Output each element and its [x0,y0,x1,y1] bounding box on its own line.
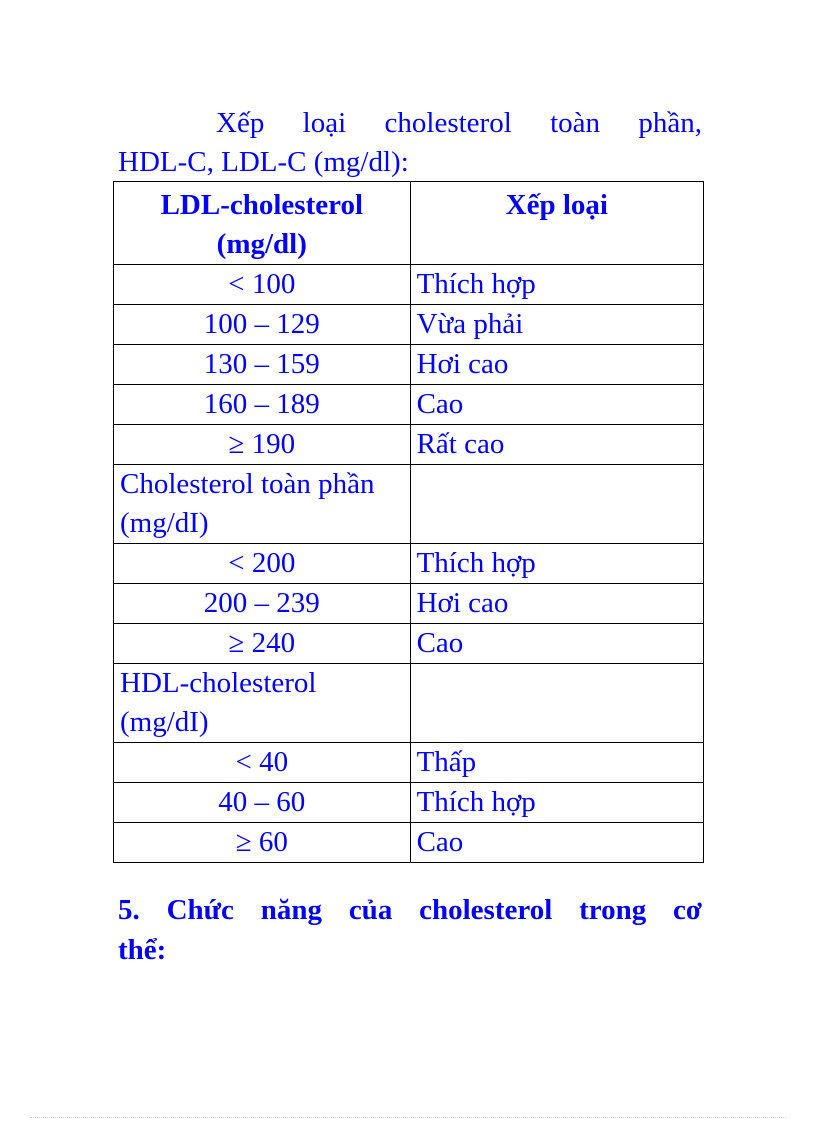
table-row [114,624,704,664]
table-row [114,345,704,385]
section-word: của [348,894,393,926]
table-row [114,823,704,863]
grade-cell: Thích hợp [410,265,703,305]
range-cell: ≥ 190 [114,425,411,465]
empty-cell [410,465,703,544]
section-heading-line-1 [118,890,702,930]
section-heading [118,890,702,970]
section-word: Chức [166,894,234,926]
section-heading-line-2: thể: [118,934,167,966]
grade-cell: Cao [410,624,703,664]
range-cell: 130 – 159 [114,345,411,385]
table-row [114,743,704,783]
range-cell: ≥ 240 [114,624,411,664]
table-header-row [114,182,704,265]
grade-cell: Thích hợp [410,544,703,584]
table-row [114,265,704,305]
intro-line-1 [118,104,702,143]
grade-cell: Rất cao [410,425,703,465]
range-cell: < 100 [114,265,411,305]
section-word: cơ [673,894,702,926]
table-row [114,584,704,624]
grade-cell: Vừa phải [410,305,703,345]
range-cell: 40 – 60 [114,783,411,823]
grade-cell: Cao [410,823,703,863]
intro-paragraph [118,104,702,182]
group-heading-hdl-cholesterol: HDL-cholesterol (mg/dI) [114,664,411,743]
intro-word: toàn [550,107,601,139]
range-cell: ≥ 60 [114,823,411,863]
intro-word: phần, [638,107,702,139]
section-word: 5. [118,894,140,926]
grade-cell: Cao [410,385,703,425]
range-cell: 100 – 129 [114,305,411,345]
range-cell: 200 – 239 [114,584,411,624]
grade-cell: Hơi cao [410,345,703,385]
grade-cell: Thấp [410,743,703,783]
page-bottom-rule [30,1117,786,1118]
group-heading-row [114,465,704,544]
range-cell: 160 – 189 [114,385,411,425]
grade-cell: Hơi cao [410,584,703,624]
table-row [114,385,704,425]
range-cell: < 40 [114,743,411,783]
intro-word: Xếp [216,107,265,139]
intro-word: cholesterol [384,107,512,139]
table-row [114,783,704,823]
header-grade: Xếp loại [410,182,703,265]
section-word: cholesterol [419,894,553,926]
table-row [114,544,704,584]
group-heading-total-cholesterol: Cholesterol toàn phần (mg/dI) [114,465,411,544]
cholesterol-grade-table [113,181,704,863]
intro-word: loại [302,107,347,139]
range-cell: < 200 [114,544,411,584]
section-word: năng [260,894,322,926]
empty-cell [410,664,703,743]
grade-cell: Thích hợp [410,783,703,823]
section-word: trong [579,894,647,926]
group-heading-row [114,664,704,743]
header-ldl-cholesterol: LDL-cholesterol (mg/dl) [114,182,411,265]
intro-line-2: HDL-C, LDL-C (mg/dl): [118,146,409,178]
table-row [114,425,704,465]
table-row [114,305,704,345]
